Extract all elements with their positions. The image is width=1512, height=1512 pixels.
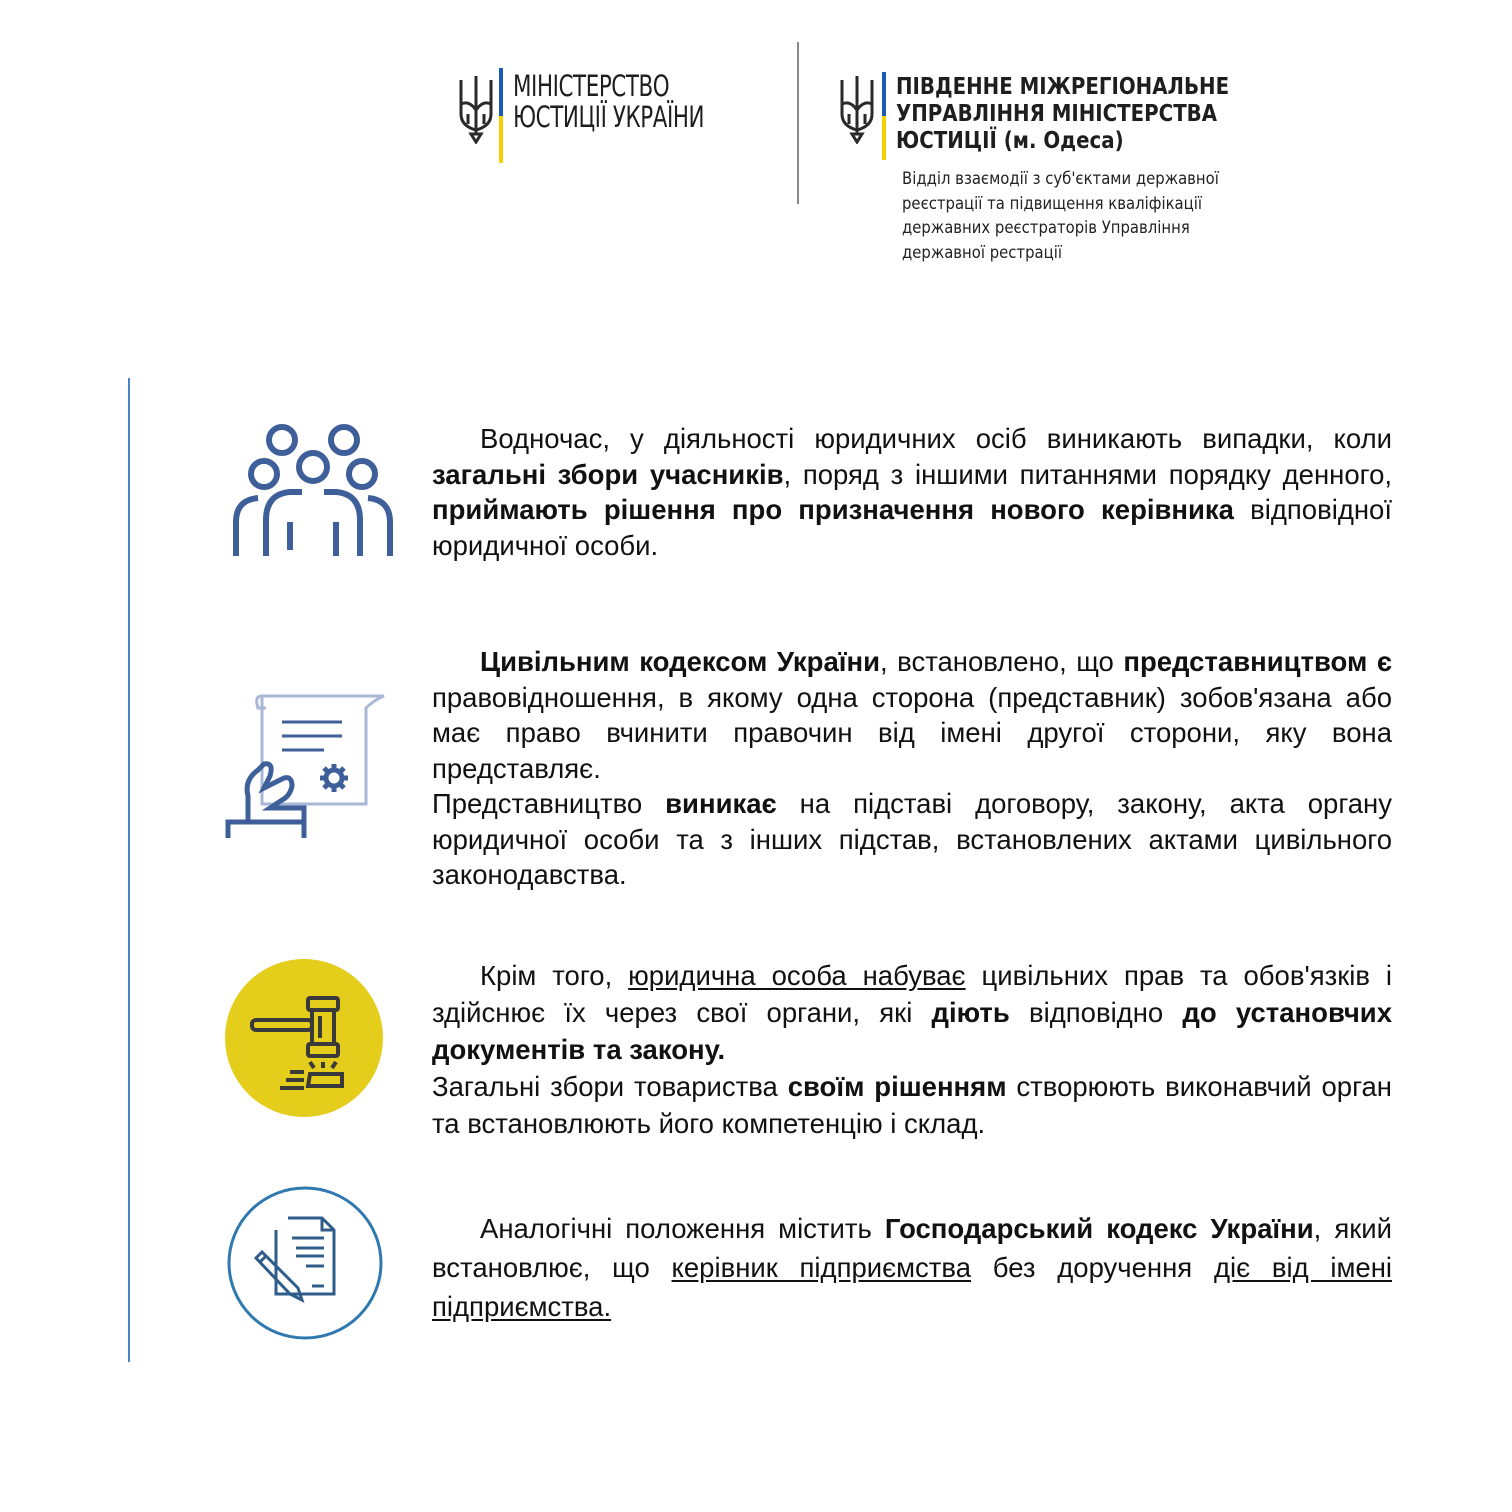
left-rule: [128, 378, 130, 1362]
paragraph-commercial-code: Аналогічні положення містить Господарський кодекс України, який встановлює, що керівник підприємства без доручення діє від імені підприємства.: [432, 1213, 1393, 1322]
header-divider: [797, 42, 799, 204]
people-group-icon: [232, 422, 394, 558]
flag-bar: [499, 68, 503, 163]
gavel-icon: [224, 958, 384, 1118]
trident-icon: [457, 74, 495, 144]
paragraph-representation: Цивільним кодексом України, встановлено, що представництвом є правовідношення, в якому одна сторона (представник) зобов'язана або має право вчинити правочин від імені другої сторони, яку вона представляє. Представництво виникає на підставі договору, закону, акта органу юридичної особи та з інших підстав, встановлених актами цивільного законодавства.: [432, 646, 1393, 890]
paragraph-legal-entity-bodies: Крім того, юридична особа набуває цивільних прав та обов'язків і здійснює їх через свої органи, які діють відповідно до установчих документів та закону. Загальні збори товариства своїм рішенням створюють виконавчий орган та встановлюють його компетенцію і склад.: [432, 960, 1393, 1139]
department-name: Відділ взаємодії з суб'єктами державної реєстрації та підвищення кваліфікації державних реєстраторів Управління державної рестрації: [902, 169, 1219, 262]
flag-bar: [882, 72, 886, 160]
certificate-hand-icon: [224, 692, 390, 840]
ministry-name: МІНІСТЕРСТВО ЮСТИЦІЇ УКРАЇНИ: [513, 69, 705, 134]
trident-icon: [838, 74, 876, 144]
document-pen-icon: [226, 1186, 384, 1340]
paragraph-meeting-decision: Водночас, у діяльності юридичних осіб виникають випадки, коли загальні збори учасників, поряд з іншими питаннями порядку денного, приймають рішення про призначення нового керівника відповідної юридичної особи.: [432, 423, 1393, 561]
regional-office-name: ПІВДЕННЕ МІЖРЕГІОНАЛЬНЕ УПРАВЛІННЯ МІНІСТЕРСТВА ЮСТИЦІЇ (м. Одеса): [896, 74, 1230, 154]
ministry-logo: [457, 68, 777, 168]
